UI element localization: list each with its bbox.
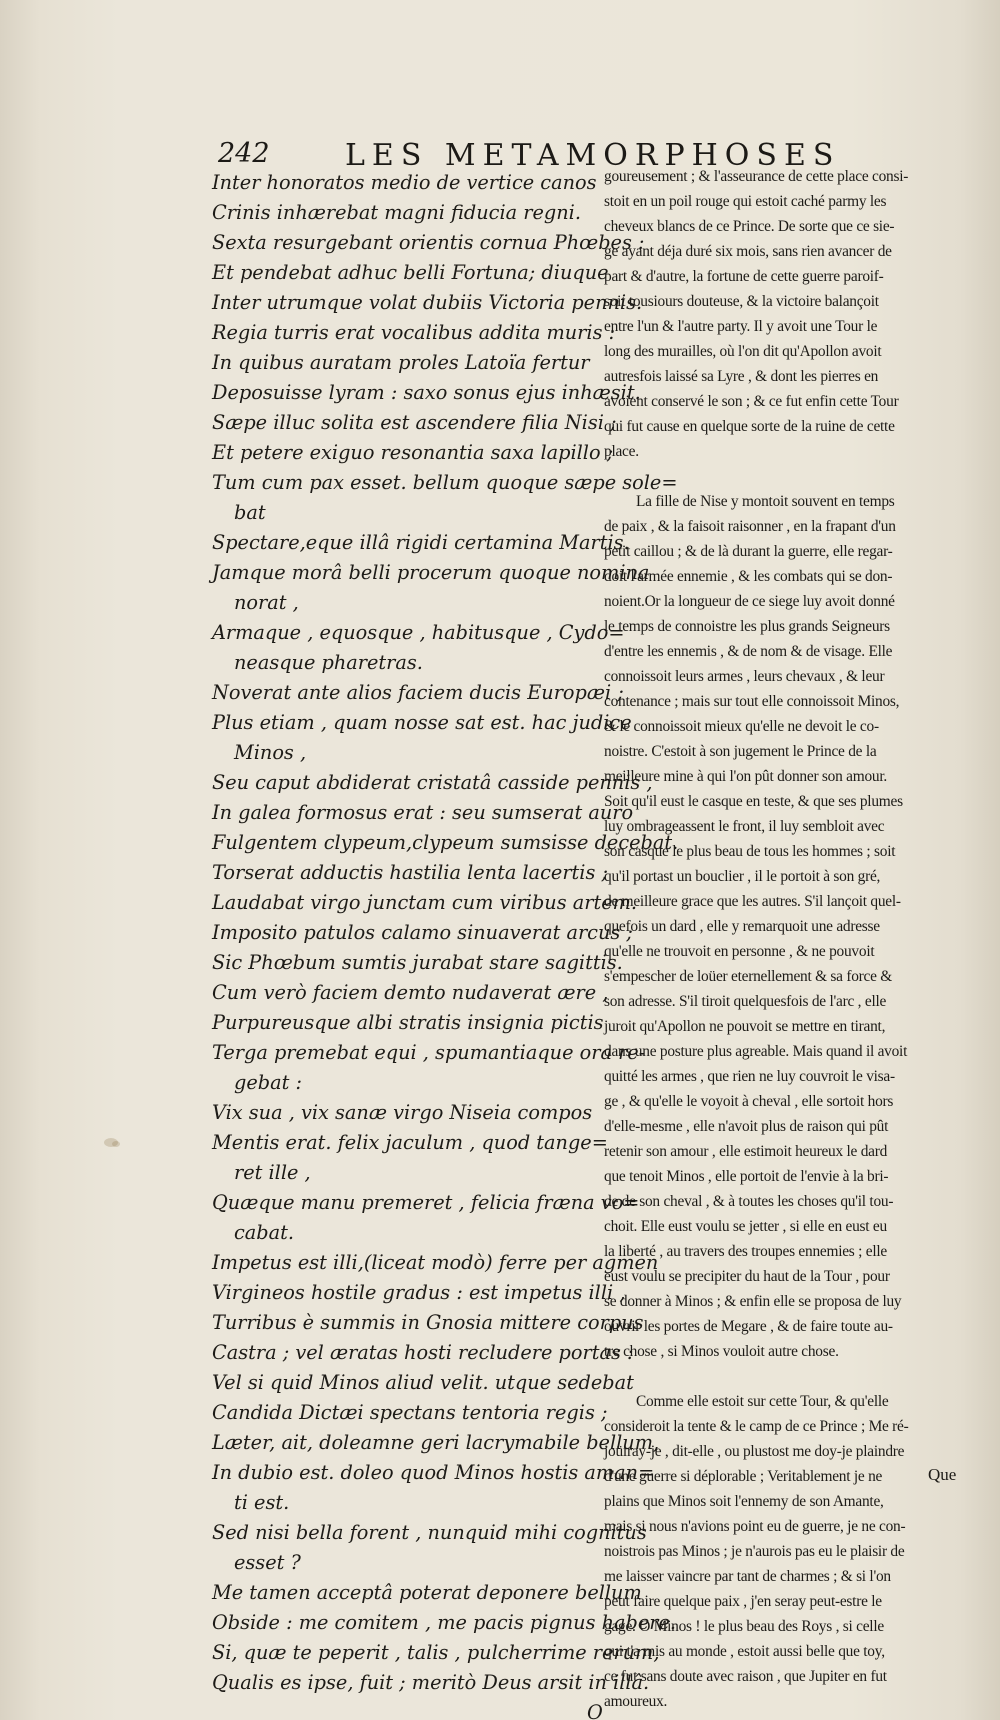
latin-verse-line: Turribus è summis in Gnosia mittere corpus: [212, 1311, 644, 1334]
french-prose-line: joüiray-je , dit-elle , ou plustost me doy-je plaindre: [604, 1443, 905, 1460]
latin-verse-line: Cum verò faciem demto nudaverat ære ,: [212, 981, 609, 1004]
latin-verse-line: Imposito patulos calamo sinuaverat arcus ;: [212, 921, 633, 944]
latin-verse-line: cabat.: [234, 1221, 295, 1244]
french-prose-line: son casque le plus beau de tous les hommes ; soit: [604, 843, 896, 860]
latin-verse-line: In dubio est. doleo quod Minos hostis aman=: [212, 1461, 655, 1484]
french-prose-line: long des murailles, où l'on dit qu'Apollon avoit: [604, 343, 882, 360]
french-prose-line: noistrois pas Minos ; je n'aurois pas eu le plaisir de: [604, 1543, 905, 1560]
latin-verse-line: In quibus auratam proles Latoïa fertur: [212, 351, 590, 374]
latin-verse-line: gebat :: [234, 1071, 302, 1094]
latin-verse-line: Crinis inhærebat magni fiducia regni.: [212, 201, 581, 224]
latin-verse-line: Castra ; vel æratas hosti recludere portas :: [212, 1341, 634, 1364]
latin-verse-line: Noverat ante alios faciem ducis Europæi ;: [212, 681, 624, 704]
latin-catchword: O: [587, 1701, 603, 1720]
french-prose-line: gage. O Minos ! le plus beau des Roys , si celle: [604, 1618, 884, 1635]
latin-verse-line: Et pendebat adhuc belli Fortuna; diuque: [212, 261, 609, 284]
paragraph-gap: [604, 464, 960, 489]
french-prose-line: Soit qu'il eust le casque en teste, & que ses plumes: [604, 793, 903, 810]
latin-verse-line: Minos ,: [234, 741, 307, 764]
stain-mark: [112, 1141, 120, 1147]
french-prose-line: d'entre les ennemis , & de nom & de visage. Elle: [604, 643, 893, 660]
french-prose-line: dans une posture plus agreable. Mais quand il avoit: [604, 1043, 908, 1060]
french-prose-line: retenir son amour , elle estimoit heureux le dard: [604, 1143, 888, 1160]
french-prose-line: d'elle-mesme , elle n'avoit plus de raison qui pût: [604, 1118, 889, 1135]
french-prose-line: ce fut sans doute avec raison , que Jupiter en fut: [604, 1668, 887, 1685]
french-prose-line: la liberté , au travers des troupes ennemies ; elle: [604, 1243, 887, 1260]
french-prose-line: de de son cheval , & à toutes les choses qu'il tou-: [604, 1193, 894, 1210]
french-prose-line: me laisser vaincre par tant de charmes ; & si l'on: [604, 1568, 891, 1585]
french-prose-line: autresfois laissé sa Lyre , & dont les pierres en: [604, 368, 879, 385]
latin-verse-line: Impetus est illi,(liceat modò) ferre per agmen: [212, 1251, 659, 1274]
latin-verse-line: Regia turris erat vocalibus addita muris :: [212, 321, 616, 344]
french-prose-line: ouvrir les portes de Megare , & de faire toute au-: [604, 1318, 893, 1335]
french-prose-line: qui fut cause en quelque sorte de la ruine de cette: [604, 418, 895, 435]
french-prose-line: entre l'un & l'autre party. Il y avoit une Tour le: [604, 318, 878, 335]
latin-verse-line: Seu caput abdiderat cristatâ casside pennis ,: [212, 771, 653, 794]
latin-verse-line: Et petere exiguo resonantia saxa lapillo ;: [212, 441, 614, 464]
latin-verse-line: norat ,: [234, 591, 299, 614]
latin-verse-line: neasque pharetras.: [234, 651, 423, 674]
french-prose-line: son adresse. S'il tiroit quelquesfois de l'arc , elle: [604, 993, 887, 1010]
french-prose-line: part & d'autre, la fortune de cette guerre paroif-: [604, 268, 884, 285]
french-prose-line: qu'il portast un bouclier , il le portoit à son gré,: [604, 868, 881, 885]
paragraph-gap: [604, 1364, 960, 1389]
latin-verse-line: ret ille ,: [234, 1161, 311, 1184]
french-prose-line: peut faire quelque paix , j'en seray peut-estre le: [604, 1593, 882, 1610]
latin-verse-line: Laudabat virgo junctam cum viribus artem.: [212, 891, 638, 914]
latin-verse-line: Sæpe illuc solita est ascendere filia Nisi ;: [212, 411, 617, 434]
latin-verse-line: In galea formosus erat : seu sumserat auro: [212, 801, 634, 824]
french-prose-line: de paix , & la faisoit raisonner , en la frapant d'un: [604, 518, 896, 535]
latin-verse-line: bat: [234, 501, 266, 524]
page-number: 242: [218, 138, 270, 169]
french-prose-line: ge , & qu'elle le voyoit à cheval , elle sortoit hors: [604, 1093, 894, 1110]
french-prose-line: choit. Elle eust voulu se jetter , si elle en eust eu: [604, 1218, 887, 1235]
french-prose-line: d'une guerre si déplorable ; Veritablement je ne: [604, 1468, 883, 1485]
latin-verse-line: Spectare,eque illâ rigidi certamina Martis.: [212, 531, 630, 554]
french-prose-line: connoissoit leurs armes , leurs chevaux , & leur: [604, 668, 885, 685]
french-prose-line: mais si nous n'avions point eu de guerre, je ne con-: [604, 1518, 906, 1535]
french-prose-line: ge ayant déja duré six mois, sans rien avancer de: [604, 243, 892, 260]
latin-verse-line: Inter utrumque volat dubiis Victoria pennis.: [212, 291, 643, 314]
french-prose-line: petit caillou ; & de là durant la guerre, elle regar-: [604, 543, 893, 560]
french-prose-line: juroit qu'Apollon ne pouvoit se mettre en tirant,: [604, 1018, 886, 1035]
latin-verse-line: Quæque manu premeret , felicia fræna vo=: [212, 1191, 640, 1214]
latin-verse-line: Si, quæ te peperit , talis , pulcherrime rerum,: [212, 1641, 660, 1664]
french-prose-line: stoit en un poil rouge qui estoit caché parmy les: [604, 193, 887, 210]
latin-verse-line: Vel si quid Minos aliud velit. utque sedebat: [212, 1371, 634, 1394]
latin-verse-line: Jamque morâ belli procerum quoque nomina: [212, 561, 650, 584]
catchword: Que: [928, 1465, 957, 1484]
latin-verse-line: Fulgentem clypeum,clypeum sumsisse decebat.: [212, 831, 679, 854]
french-prose-line: Comme elle estoit sur cette Tour, & qu'elle: [636, 1393, 889, 1410]
latin-verse-line: Qualis es ipse, fuit ; meritò Deus arsit in illâ.: [212, 1671, 650, 1694]
french-prose-line: que tenoit Minos , elle portoit de l'envie à la bri-: [604, 1168, 889, 1185]
latin-verse-line: Obside : me comitem , me pacis pignus habere.: [212, 1611, 677, 1634]
french-prose-line: se donner à Minos ; & enfin elle se proposa de luy: [604, 1293, 902, 1310]
french-prose-line: qui t'a mis au monde , estoit aussi belle que toy,: [604, 1643, 885, 1660]
french-prose-line: La fille de Nise y montoit souvent en temps: [636, 493, 895, 510]
french-prose-line: luy ombrageassent le front, il luy sembloit avec: [604, 818, 885, 835]
latin-verse-line: Plus etiam , quam nosse sat est. hac judice: [212, 711, 632, 734]
latin-verse-line: Terga premebat equi , spumantiaque ora re-: [212, 1041, 646, 1064]
french-prose-line: noient.Or la longueur de ce siege luy avoit donné: [604, 593, 895, 610]
latin-verse-line: esset ?: [234, 1551, 301, 1574]
latin-verse-line: Inter honoratos medio de vertice canos: [212, 171, 597, 194]
french-prose-line: meilleure mine à qui l'on pût donner son amour.: [604, 768, 887, 785]
latin-verse-line: Mentis erat. felix jaculum , quod tange=: [212, 1131, 608, 1154]
french-prose-line: place.: [604, 443, 639, 460]
latin-verse-line: Purpureusque albi stratis insignia pictis: [212, 1011, 604, 1034]
french-prose-column: [604, 164, 960, 1714]
latin-verse-line: Sexta resurgebant orientis cornua Phœbes :: [212, 231, 645, 254]
french-prose-line: contenance ; mais sur tout elle connoissoit Minos,: [604, 693, 900, 710]
french-prose-line: le temps de connoistre les plus grands Seigneurs: [604, 618, 890, 635]
latin-verse-line: Armaque , equosque , habitusque , Cydo=: [212, 621, 625, 644]
latin-verse-line: Virgineos hostile gradus : est impetus illi ,: [212, 1281, 626, 1304]
french-prose-line: plains que Minos soit l'ennemy de son Amante,: [604, 1493, 884, 1510]
french-prose-line: doit l'armée ennemie , & les combats qui se don-: [604, 568, 893, 585]
french-prose-line: s'empescher de loüer eternellement & sa force &: [604, 968, 893, 985]
french-prose-line: tre chose , si Minos vouloit autre chose.: [604, 1343, 839, 1360]
french-prose-line: avoient conservé le son ; & ce fut enfin cette Tour: [604, 393, 899, 410]
french-prose-line: quitté les armes , que rien ne luy couvroit le visa-: [604, 1068, 895, 1085]
running-title: LES METAMORPHOSES: [345, 138, 841, 173]
french-prose-line: consideroit la tente & le camp de ce Prince ; Me ré-: [604, 1418, 909, 1435]
latin-verse-line: Torserat adductis hastilia lenta lacertis ;: [212, 861, 608, 884]
french-prose-line: goureusement ; & l'asseurance de cette place consi-: [604, 168, 909, 185]
latin-verse-line: Deposuisse lyram : saxo sonus ejus inhæsit.: [212, 381, 641, 404]
latin-verse-line: Me tamen acceptâ poterat deponere bellum: [212, 1581, 642, 1604]
french-prose-line: eust voulu se precipiter du haut de la Tour , pour: [604, 1268, 890, 1285]
latin-verse-line: Sed nisi bella forent , nunquid mihi cognitus: [212, 1521, 647, 1544]
latin-verse-line: Læter, ait, doleamne geri lacrymabile bellum,: [212, 1431, 660, 1454]
latin-verse-line: Sic Phœbum sumtis jurabat stare sagittis.: [212, 951, 623, 974]
french-prose-line: cheveux blancs de ce Prince. De sorte que ce sie-: [604, 218, 895, 235]
french-prose-line: & le connoissoit mieux qu'elle ne devoit le co-: [604, 718, 879, 735]
french-prose-line: soit tousiours douteuse, & la victoire balançoit: [604, 293, 879, 310]
latin-verse-line: Vix sua , vix sanæ virgo Niseia compos: [212, 1101, 593, 1124]
latin-verse-line: Tum cum pax esset. bellum quoque sæpe sole=: [212, 471, 678, 494]
french-prose-line: amoureux.: [604, 1693, 668, 1710]
french-prose-line: quefois un dard , elle y remarquoit une adresse: [604, 918, 880, 935]
french-prose-line: noistre. C'estoit à son jugement le Prince de la: [604, 743, 877, 760]
latin-verse-line: ti est.: [234, 1491, 290, 1514]
french-prose-line: qu'elle ne trouvoit en personne , & ne pouvoit: [604, 943, 875, 960]
latin-verse-line: Candida Dictæi spectans tentoria regis ;: [212, 1401, 608, 1424]
french-prose-line: de meilleure grace que les autres. S'il lançoit quel-: [604, 893, 901, 910]
